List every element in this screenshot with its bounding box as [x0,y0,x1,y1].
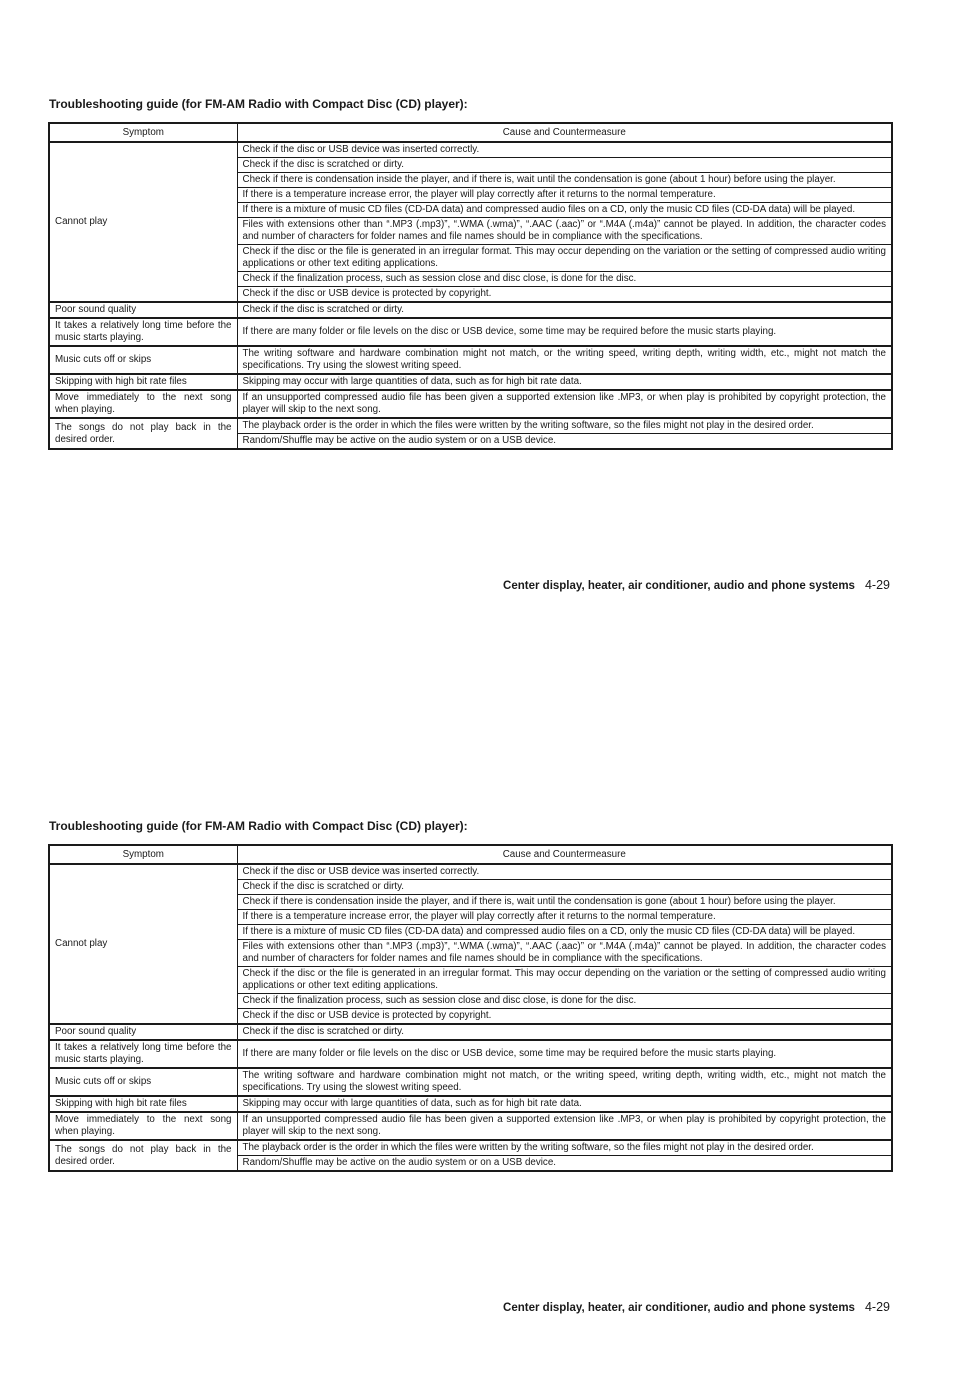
table-row [49,318,892,346]
symptom-cell: The songs do not play back in the desired order. [49,418,237,449]
table-row [49,1040,892,1068]
footer-title: Center display, heater, air conditioner, audio and phone systems [503,1302,855,1314]
table-row [49,1140,892,1156]
symptom-cell: Skipping with high bit rate files [49,374,237,390]
cause-cell: If there is a mixture of music CD files (CD-DA data) and compressed audio files on a CD, only the music CD files (CD-DA data) will be played. [237,203,892,218]
cause-cell: If there are many folder or file levels on the disc or USB device, some time may be required before the music starts playing. [237,318,892,346]
cause-cell: Check if the disc is scratched or dirty. [237,1024,892,1040]
table-row [49,390,892,418]
cause-cell: Files with extensions other than “.MP3 (.mp3)”, “.WMA (.wma)”, “.AAC (.aac)” or “.M4A (.m4a)” cannot be played. In addition, the character codes and number of characters for folder names and file names should be in compliance with the specifications. [237,218,892,245]
cause-cell: Check if the disc or the file is generated in an irregular format. This may occur depending on the variation or the setting of compressed audio writing applications or other text editing applications. [237,245,892,272]
footer-page-number: 4-29 [864,1300,890,1314]
symptom-cell: The songs do not play back in the desired order. [49,1140,237,1171]
cause-cell: Check if the disc is scratched or dirty. [237,880,892,895]
cause-cell: Check if there is condensation inside the player, and if there is, wait until the condensation is gone (about 1 hour) before using the player. [237,895,892,910]
table-row [49,374,892,390]
symptom-cell: Move immediately to the next song when playing. [49,1112,237,1140]
cause-cell: Check if the finalization process, such as session close and disc close, is done for the disc. [237,994,892,1009]
symptom-cell: Music cuts off or skips [49,1068,237,1096]
cause-cell: If there is a temperature increase error, the player will play correctly after it returns to the normal temperature. [237,910,892,925]
page-view-bottom [0,722,954,1397]
cause-cell: The writing software and hardware combination might not match, or the writing speed, writing depth, writing width, etc., might not match the specifications. Try using the slowest writing speed. [237,346,892,374]
cause-cell: Check if the disc is scratched or dirty. [237,158,892,173]
cause-cell: If there is a mixture of music CD files (CD-DA data) and compressed audio files on a CD, only the music CD files (CD-DA data) will be played. [237,925,892,940]
footer-title: Center display, heater, air conditioner, audio and phone systems [503,580,855,592]
cause-cell: If there are many folder or file levels on the disc or USB device, some time may be required before the music starts playing. [237,1040,892,1068]
cause-cell: Check if there is condensation inside the player, and if there is, wait until the condensation is gone (about 1 hour) before using the player. [237,173,892,188]
cause-cell: Check if the disc or USB device is protected by copyright. [237,287,892,303]
symptom-cell: Music cuts off or skips [49,346,237,374]
page-footer [503,578,890,592]
footer-page-number: 4-29 [864,578,890,592]
symptom-column-header: Symptom [49,845,237,864]
symptom-column-header: Symptom [49,123,237,142]
table-row [49,1024,892,1040]
symptom-cell: Cannot play [49,142,237,302]
cause-column-header: Cause and Countermeasure [237,123,892,142]
table-row [49,142,892,158]
table-row [49,1068,892,1096]
table-row [49,418,892,434]
table-row [49,346,892,374]
cause-cell: Random/Shuffle may be active on the audio system or on a USB device. [237,434,892,450]
cause-cell: Check if the finalization process, such as session close and disc close, is done for the disc. [237,272,892,287]
table-row [49,864,892,880]
symptom-cell: Poor sound quality [49,1024,237,1040]
cause-cell: If an unsupported compressed audio file has been given a supported extension like .MP3, or when play is prohibited by copyright protection, the player will skip to the next song. [237,1112,892,1140]
cause-column-header: Cause and Countermeasure [237,845,892,864]
table-body [49,864,892,1171]
cause-cell: Check if the disc or the file is generated in an irregular format. This may occur depending on the variation or the setting of compressed audio writing applications or other text editing applications. [237,967,892,994]
troubleshooting-table [48,844,893,1172]
page-view-top [0,0,954,675]
cause-cell: If an unsupported compressed audio file has been given a supported extension like .MP3, or when play is prohibited by copyright protection, the player will skip to the next song. [237,390,892,418]
cause-cell: The writing software and hardware combination might not match, or the writing speed, writing depth, writing width, etc., might not match the specifications. Try using the slowest writing speed. [237,1068,892,1096]
cause-cell: Check if the disc is scratched or dirty. [237,302,892,318]
symptom-cell: It takes a relatively long time before the music starts playing. [49,318,237,346]
troubleshooting-table [48,122,893,450]
page-footer [503,1300,890,1314]
symptom-cell: Poor sound quality [49,302,237,318]
cause-cell: Skipping may occur with large quantities of data, such as for high bit rate data. [237,1096,892,1112]
cause-cell: Check if the disc or USB device was inserted correctly. [237,142,892,158]
symptom-cell: It takes a relatively long time before the music starts playing. [49,1040,237,1068]
cause-cell: Check if the disc or USB device is protected by copyright. [237,1009,892,1025]
cause-cell: Files with extensions other than “.MP3 (.mp3)”, “.WMA (.wma)”, “.AAC (.aac)” or “.M4A (.m4a)” cannot be played. In addition, the character codes and number of characters for folder names and file names should be in compliance with the specifications. [237,940,892,967]
symptom-cell: Move immediately to the next song when playing. [49,390,237,418]
cause-cell: The playback order is the order in which the files were written by the writing software, so the files might not play in the desired order. [237,418,892,434]
symptom-cell: Cannot play [49,864,237,1024]
table-body [49,142,892,449]
table-row [49,1096,892,1112]
cause-cell: The playback order is the order in which the files were written by the writing software, so the files might not play in the desired order. [237,1140,892,1156]
table-row [49,302,892,318]
cause-cell: Skipping may occur with large quantities of data, such as for high bit rate data. [237,374,892,390]
table-row [49,1112,892,1140]
section-title: Troubleshooting guide (for FM-AM Radio with Compact Disc (CD) player): [49,819,468,833]
cause-cell: Random/Shuffle may be active on the audio system or on a USB device. [237,1156,892,1172]
cause-cell: If there is a temperature increase error, the player will play correctly after it returns to the normal temperature. [237,188,892,203]
cause-cell: Check if the disc or USB device was inserted correctly. [237,864,892,880]
symptom-cell: Skipping with high bit rate files [49,1096,237,1112]
section-title: Troubleshooting guide (for FM-AM Radio with Compact Disc (CD) player): [49,97,468,111]
